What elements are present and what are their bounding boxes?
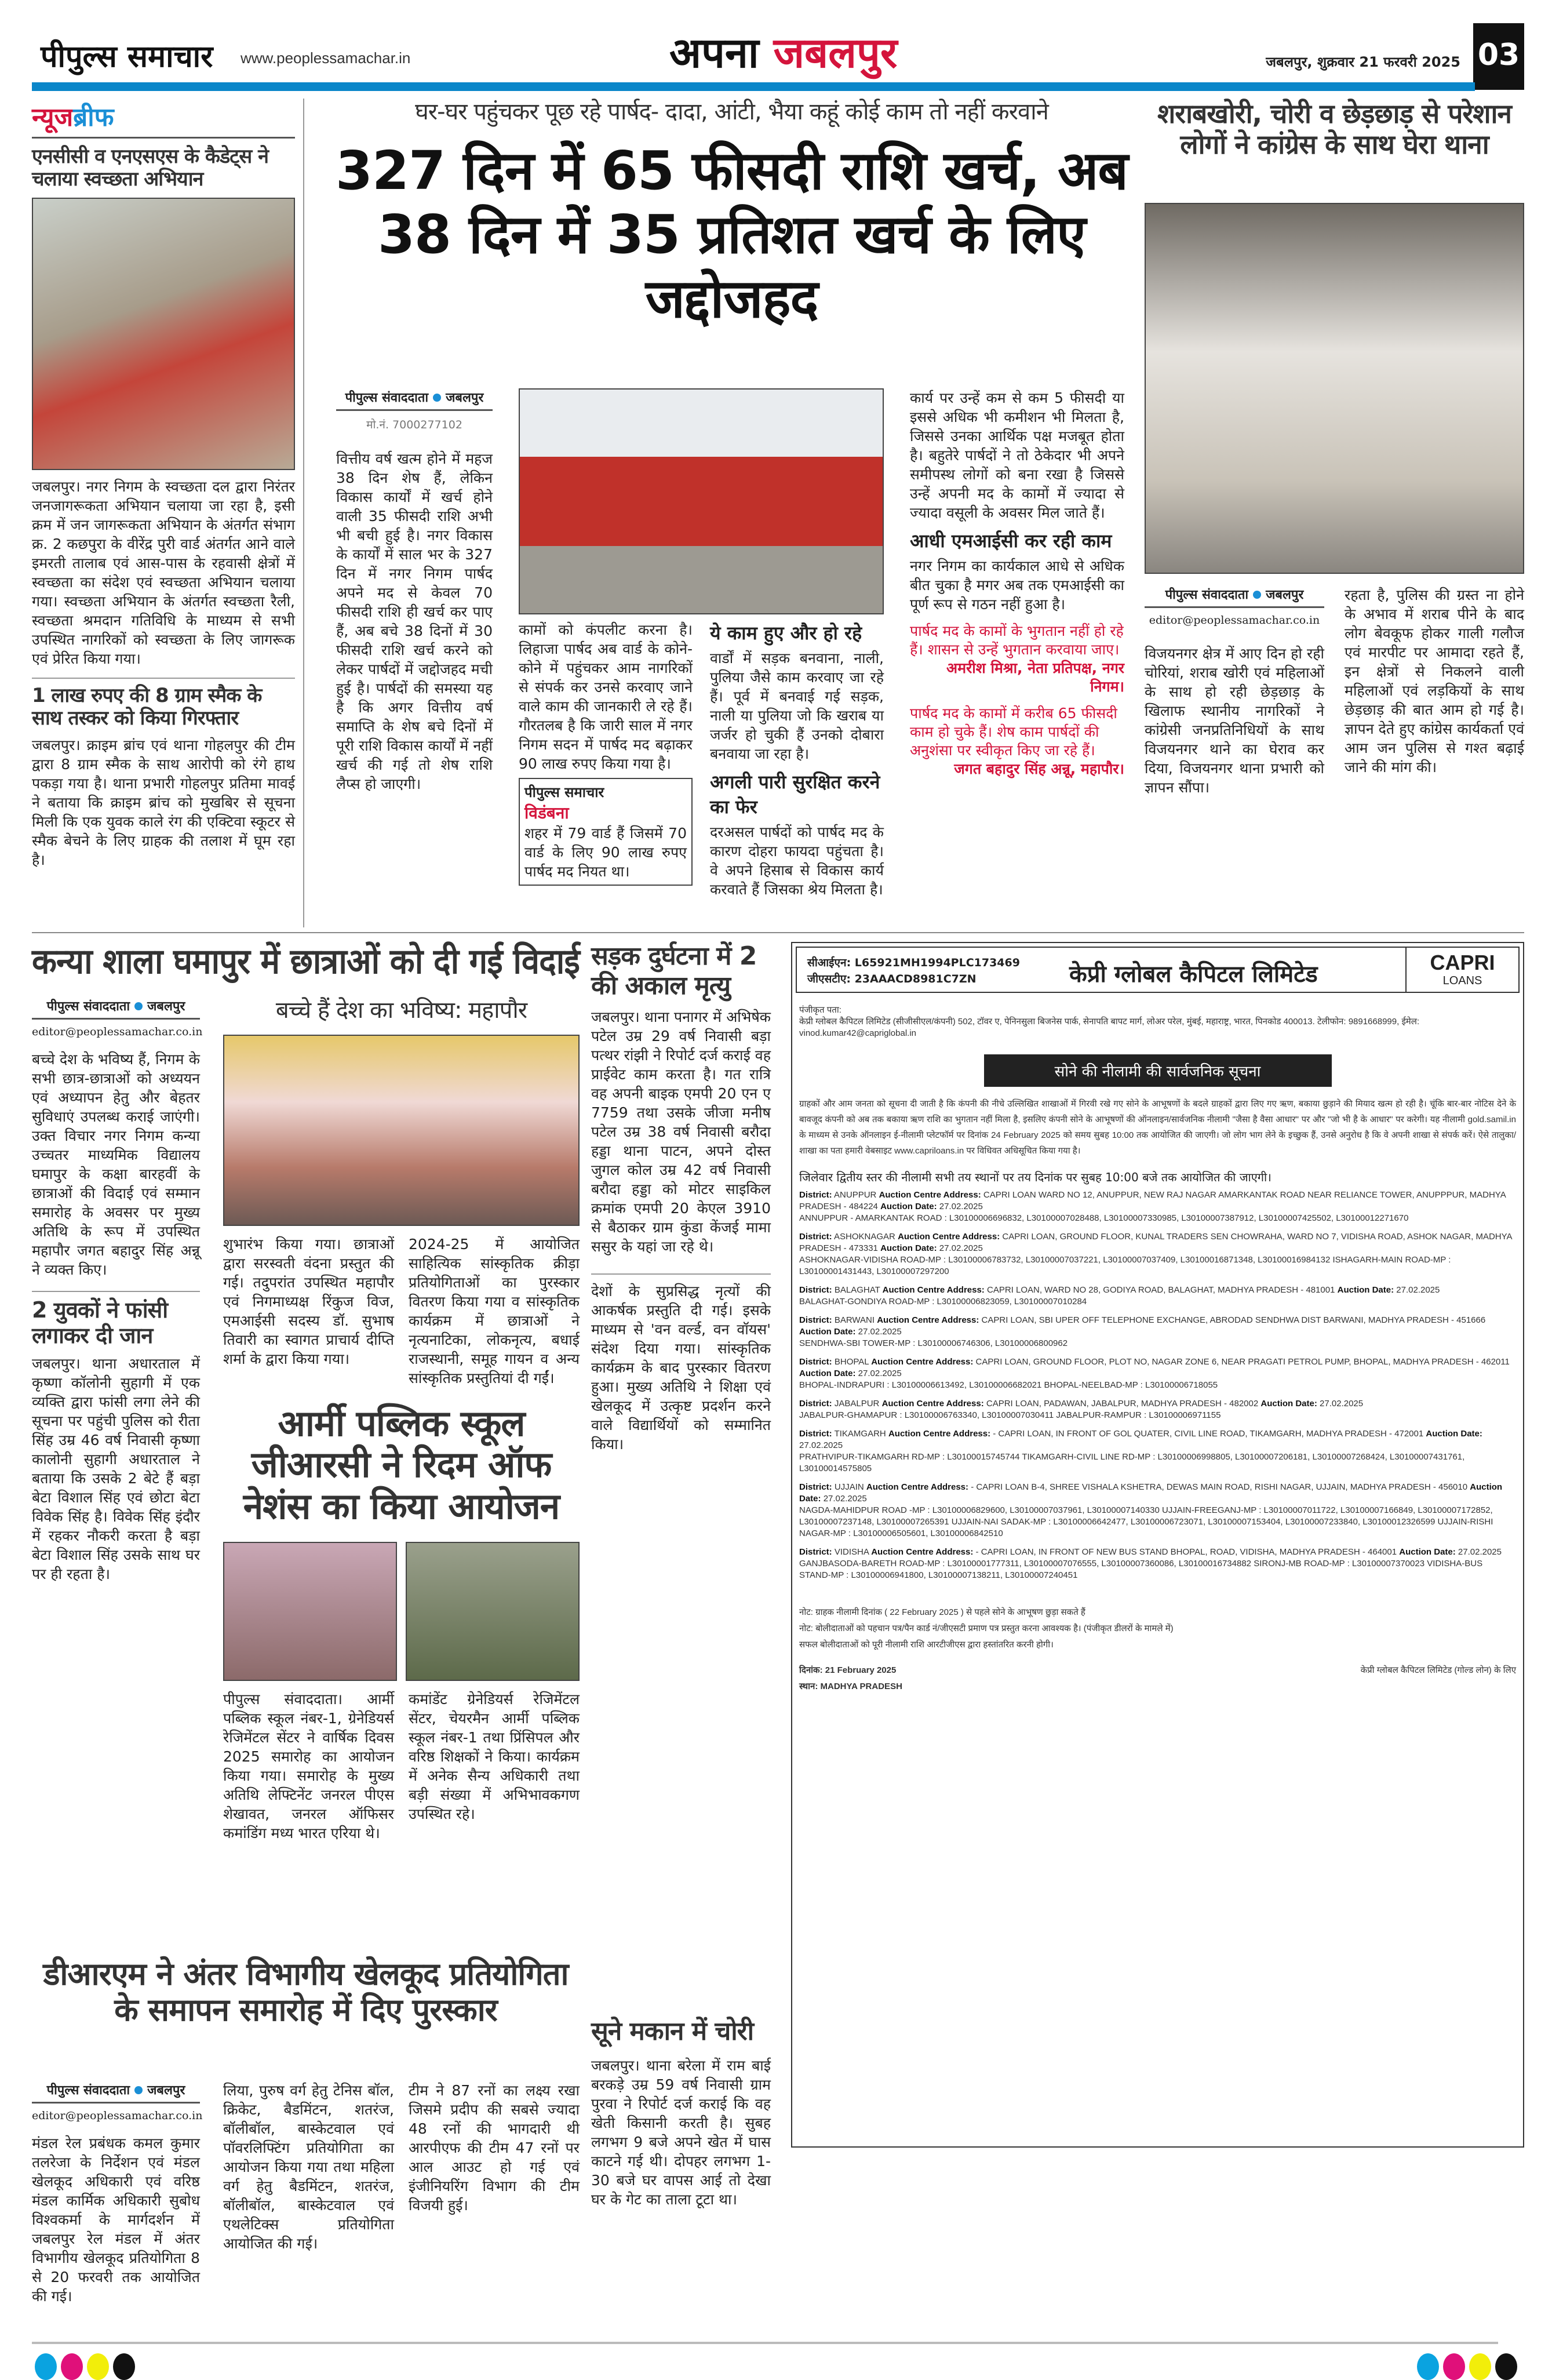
- registration-mark-yellow: [87, 2353, 109, 2380]
- kanya-col2: शुभारंभ किया गया। छात्राओं द्वारा सरस्वती वंदना प्रस्तुत की गई। तदुपरांत उपस्थित महापौर एवं निगमाध्यक्ष रिंकुज विज, एमआईसी सदस्य डॉ. सुभाष तिवारी का स्वागत प्राचार्य दीप्ति शर्मा के द्वारा किया गया।: [223, 1236, 394, 1367]
- ad-signature-row: [799, 1665, 1516, 1693]
- ad-date: दिनांक: 21 February 2025: [799, 1665, 897, 1675]
- quote-1-author: अमरीश मिश्रा, नेता प्रतिपक्ष, नगर निगम।: [946, 660, 1124, 695]
- news-brief-label: [32, 99, 295, 139]
- right-story: [1145, 99, 1524, 927]
- drm-col2: लिया, पुरुष वर्ग हेतु टेनिस बॉल, क्रिकेट, बैडमिंटन, शतरंज, बॉलीबॉल, बास्केटवाल एवं पॉवरलिफ्टिंग प्रतियोगिता का आयोजन किया गया तथा महिला वर्ग हेतु बैडमिंटन, शतरंज, बॉलीबॉल, बास्केटवाल एवं एथलेटिक्स प्रतियोगिता आयोजित की गई।: [223, 2082, 394, 2252]
- capri-logo-bottom: LOANS: [1442, 974, 1482, 987]
- brief-photo-1: [32, 198, 295, 470]
- brief-headline-1: एनसीसी व एनएसएस के कैडेट्स ने चलाया स्वच्छता अभियान: [32, 145, 268, 191]
- lead-photo-municipal-building: [519, 388, 884, 614]
- drm-col1: मंडल रेल प्रबंधक कमल कुमार तलरेजा के निर्देशन एवं मंडल खेलकूद अधिकारी एवं वरिष्ठ मंडल कार्मिक अधिकारी सुबोध विश्वकर्मा के मार्गदर्शन में जबलपुर रेल मंडल में अंतर विभागीय खेलकूद प्रतियोगिता 8 से 20 फरवरी तक आयोजित की गई।: [32, 2135, 200, 2305]
- lead-kicker-wrap: [330, 99, 1133, 125]
- drm-headline: डीआरएम ने अंतर विभागीय खेलकूद प्रतियोगिता के समापन समारोह में दिए पुरस्कार: [43, 1956, 569, 2029]
- kanya-photo: [223, 1035, 580, 1226]
- ad-district-list: [799, 1189, 1516, 1581]
- lead-col3b: दरअसल पार्षदों को पार्षद मद के कारण दोहरा फायदा पहुंचता है। वे अपने हिसाब से विकास कार्य करवाते हैं जिसका श्रेय मिलता है।: [710, 824, 884, 898]
- ad-footer: [799, 1604, 1516, 1693]
- drm-email[interactable]: editor@peoplessamachar.co.in: [32, 2109, 203, 2122]
- section-title-black: अपना: [669, 28, 759, 77]
- ad-note-1: नोट: ग्राहक नीलामी दिनांक ( 22 February 2025 ) से पहले सोने के आभूषण छुड़ा सकते हैं: [799, 1607, 1085, 1617]
- lead-col3: वार्डों में सड़क बनवाना, नाली, पुलिया जैसे काम करवाए जा रहे हैं। पूर्व में बनवाई गई सड़क, नाली या पुलिया जो कि खराब या जर्जर हो चुकी हैं उनको दोबारा बनवाया जा रहा है।: [710, 650, 884, 762]
- drm-byline: पीपुल्स संवाददाता जबलपुर: [32, 2081, 200, 2104]
- lead-mobile: मो.नं. 7000277102: [366, 418, 462, 431]
- ad-note-3: सफल बोलीदाताओं को पूरी नीलामी राशि आरटीजीएस द्वारा हस्तांतरित करनी होगी।: [799, 1640, 1054, 1650]
- ad-district-entry: District: BHOPAL Auction Centre Address: CAPRI LOAN, GROUND FLOOR, PLOT NO, NAGAR ZONE 6, NEAR PRAGATI PETROL PUMP, BHOPAL, MADHYA PRADESH - 462011 Auction Date: 27.02.2025 BHOPAL-INDRAPURI : L30100006613492, L30100006682021 BHOPAL-NEELBAD-MP : L30100006718055: [799, 1357, 1510, 1390]
- lead-subhead-2: अगली पारी सुरक्षित करने का फेर: [710, 771, 880, 818]
- ad-gst: जीएसटीए: 23AAACD8981C7ZN: [807, 973, 977, 985]
- ad-ids: [807, 955, 1020, 987]
- lead-byline-block: [336, 388, 493, 794]
- theft-body: जबलपुर। थाना बरेला में राम बाई बरकड़े उम्र 59 वर्ष निवासी ग्राम पुरवा ने रिपोर्ट दर्ज कराई कि वह खेती किसानी करती है। सुबह लगभग 9 बजे अपने खेत में घास काटने गई थी। दोपहर लगभग 1-30 बजे घर वापस आई तो देखा घर के गेट का ताला टूटा था।: [591, 2057, 771, 2208]
- theft-headline: सूने मकान में चोरी: [591, 2017, 754, 2046]
- kanya-col1: बच्चे देश के भविष्य हैं, निगम के सभी छात्र-छात्राओं को अध्ययन एवं अध्यापन हेतु और बेहतर सुविधाएं उपलब्ध कराई जाएंगी। उक्त विचार नगर निगम कन्या उच्चतर माध्यमिक विद्यालय घमापुर के कक्षा बारहवीं के छात्राओं की विदाई एवं सम्मान समारोह के अवसर पर मुख्य अतिथि के रूप में उपस्थित महापौर जगत बहादुर सिंह अन्नू ने व्यक्त किए।: [32, 1051, 200, 1278]
- ad-district-entry: District: JABALPUR Auction Centre Address: CAPRI LOAN, PADAWAN, JABALPUR, MADHYA PRADESH - 482002 Auction Date: 27.02.2025 JABALPUR-GHAMAPUR : L30100006763340, L30100007030411 JABALPUR-RAMPUR : L30100006971155: [799, 1399, 1364, 1420]
- website-link[interactable]: www.peoplessamachar.in: [241, 49, 411, 67]
- ad-district-entry: District: BARWANI Auction Centre Address: CAPRI LOAN, SBI UPER OFF TELEPHONE EXCHANGE, ABRODAD SENDHWA DIST BARWANI, MADHYA PRADESH - 451666 Auction Date: 27.02.2025 SENDHWA-SBI TOWER-MP : L30100006746306, L30100006800962: [799, 1315, 1486, 1348]
- right-email[interactable]: editor@peoplessamachar.co.in: [1149, 614, 1320, 627]
- lead-col4b: नगर निगम का कार्यकाल आधे से अधिक बीत चुका है मगर अब तक एमआईसी का पूर्ण रूप से गठन नहीं हुआ है।: [910, 558, 1124, 613]
- ad-district-entry: District: UJJAIN Auction Centre Address: - CAPRI LOAN B-4, SHREE VISHALA KSHETRA, DEWAS MAIN ROAD, RISHI NAGAR, UJJAIN, MADHYA PRADESH - 456010 Auction Date: 27.02.2025 NAGDA-MAHIDPUR ROAD -MP : L30100006829600, L30100007037961, L30100007140330 UJJAIN-FREEGANJ-MP : L30100007011722, L30100007166849, L30100007172852, L30100007237148, L30100007265391 UJJAIN-NAI SADAK-MP : L30100006642477, L30100006723071, L30100007153404, L30100007233840, L30100012326599 UJJAIN-RISHI NAGAR-MP : L30100006505601, L30100006842510: [799, 1482, 1503, 1538]
- registration-mark-cyan-right: [1417, 2353, 1439, 2380]
- ad-place: स्थान: MADHYA PRADESH: [799, 1682, 902, 1691]
- section-title-red: जबलपुर: [773, 28, 898, 77]
- ad-reg-address: केप्री ग्लोबल कैपिटल लिमिटेड (सीजीसीएल/कंपनी) 502, टॉवर ए, पेनिनसुला बिजनेस पार्क, सेनापति बापट मार्ग, लोअर परेल, मुंबई, महाराष्ट्र, भारत, पिनकोड 400013. टेलीफोन: 9891668999, ईमेल: vinod.kumar42@capriglobal.in: [799, 1017, 1420, 1038]
- vidambana-box: [519, 778, 693, 886]
- section-title: [669, 23, 897, 80]
- right-headline: शराबखोरी, चोरी व छेड़छाड़ से परेशान लोगों ने कांग्रेस के साथ घेरा थाना: [1157, 98, 1511, 160]
- registration-mark-magenta: [61, 2353, 83, 2380]
- bottom-rule: [32, 2342, 1498, 2344]
- ad-intro: ग्राहकों और आम जनता को सूचना दी जाती है कि कंपनी की नीचे उल्लिखित शाखाओं में गिरवी रखे गए सोने के आभूषणों के बदले ग्राहकों द्वारा लिए गए ऋण, बकाया छुड़ाने की मियाद खत्म हो रही है। चूंकि बार-बार नोटिस देने के बावजूद कंपनी को अब तक बकाया ऋण राशि का भुगतान नहीं मिला है, इसलिए कंपनी सोने के आभूषणों की ऑनलाइन/सार्वजनिक नीलामी "जैसा है वैसा आधार" पर और "जो भी है के आधार" पर करेगी। यह नीलामी gold.samil.in के माध्यम से उनके ऑनलाइन ई-नीलामी प्लेटफॉर्म पर दिनांक 24 February 2025 को समय सुबह 10:00 तक आयोजित की जाएगी। जो लोग भाग लेने के इच्छुक हैं, उनसे अनुरोध है कि वे अपनी शाखा से संपर्क करें। ऐसे तालुका/शाखा का पता हमारी वेबसाइट www.capriloans.in पर विधिवत अधिसूचित किया गया है।: [799, 1099, 1516, 1156]
- brief-body-1: जबलपुर। नगर निगम के स्वच्छता दल द्वारा निरंतर जनजागरूकता अभियान चलाया जा रहा है, इसी क्रम में जन जागरूकता अभियान के अंतर्गत संभाग क्र. 2 कछपुरा के वीरेंद्र पुरी वार्ड अंतर्गत आने वाले इमरती तालाब एवं आस-पास के रहवासी क्षेत्रों में स्वच्छता का संदेश एवं स्वच्छता अभियान चलाया गया। स्वच्छता अभियान के अंतर्गत स्वच्छता रैली, स्वच्छता श्रमदान गतिविधि के माध्यम से सभी उपस्थित नागरिकों को स्वच्छता के लिए जागरूक एवं प्रेरित किया गया।: [32, 478, 295, 668]
- kanya-email[interactable]: editor@peoplessamachar.co.in: [32, 1025, 203, 1038]
- kanya-headline: कन्या शाला घमापुर में छात्राओं को दी गई विदाई: [32, 941, 580, 982]
- brief-body-2: जबलपुर। क्राइम ब्रांच एवं थाना गोहलपुर की टीम द्वारा 8 ग्राम स्मैक के साथ आरोपी को रंगे हाथ पकड़ा गया है। थाना प्रभारी गोहलपुर प्रतिमा मावई ने बताया कि क्राइम ब्रांच को मुखबिर से सूचना मिली कि एक युवक काले रंग की एक्टिवा स्कूटर से स्मैक बेचने के लिए ग्राहक की तलाश में घूम रहा है।: [32, 737, 295, 869]
- news-brief-column: [32, 99, 304, 927]
- army-col2: कमांडेंट ग्रेनेडियर्स रेजिमेंटल सेंटर, चेयरमैन आर्मी पब्लिक स्कूल नंबर-1 तथा प्रिंसिपल और वरिष्ठ शिक्षकों ने किया। कार्यक्रम में अनेक सैन्य अधिकारी तथा बड़ी संख्या में अभिभावकगण उपस्थित रहे।: [409, 1691, 580, 1822]
- drm-col3: टीम ने 87 रनों का लक्ष्य रखा जिसमे प्रदीप की सबसे ज्यादा 48 रनों की भागदारी थी आरपीएफ की टीम 47 रनों पर आल आउट हो गई एवं इंजीनियरिंग विभाग की टीम विजयी हुई।: [409, 2082, 580, 2214]
- lead-subhead-1: ये काम हुए और हो रहे: [710, 622, 862, 644]
- newspaper-logo: पीपुल्स समाचार: [41, 39, 213, 74]
- ad-header: [796, 947, 1520, 993]
- lead-kicker: घर-घर पहुंचकर पूछ रहे पार्षद- दादा, आंटी, भैया कहूं कोई काम तो नहीं करवाने: [415, 99, 1048, 125]
- accident-headline: सड़क दुर्घटना में 2 की अकाल मृत्यु: [591, 941, 757, 1000]
- ad-district-entry: District: BALAGHAT Auction Centre Address: CAPRI LOAN, WARD NO 28, GODIYA ROAD, BALAGHAT, MADHYA PRADESH - 481001 Auction Date: 27.02.2025 BALAGHAT-GONDIYA ROAD-MP : L30100006823059, L30100007010284: [799, 1285, 1440, 1307]
- news-label-red: न्यूज: [32, 103, 74, 132]
- ad-company-name: केप्री ग्लोबल कैपिटल लिमिटेड: [1069, 961, 1318, 988]
- ad-second-round: जिलेवार द्वितीय स्तर की नीलामी सभी तय स्थानों पर तय दिनांक पर सुबह 10:00 बजे तक आयोजित की जाएगी।: [799, 1170, 1272, 1184]
- kanya-story: [32, 942, 580, 982]
- kanya-col3: 2024-25 में आयोजित साहित्यिक सांस्कृतिक क्रीड़ा प्रतियोगिताओं का पुरस्कार वितरण किया गया व सांस्कृतिक कार्यक्रम में छात्राओं ने नृत्यनाटिका, लोकनृत्य, बधाई राजस्थानी, समूह गायन व अन्य सांस्कृतिक प्रस्तुतियां दी गईं।: [409, 1236, 580, 1386]
- brief-headline-2: 1 लाख रुपए की 8 ग्राम स्मैक के साथ तस्कर को किया गिरफ्तार: [32, 678, 295, 730]
- quote-1-text: पार्षद मद के कामों के भुगतान नहीं हो रहे हैं। शासन से उन्हें भुगतान करवाया जाए।: [910, 623, 1124, 658]
- registration-mark-cyan: [35, 2353, 57, 2380]
- registration-mark-black: [113, 2353, 135, 2380]
- kanya-subheadline: बच्चे हैं देश का भविष्य: महापौर: [275, 997, 527, 1024]
- section-divider: [32, 932, 1524, 933]
- ad-note-2: नोट: बोलीदाताओं को पहचान पत्र/पैन कार्ड नं/जीएसटी प्रमाण पत्र प्रस्तुत करना आवश्यक है। (पंजीकृत डीलरों के मामले में): [799, 1624, 1174, 1633]
- drm-col1-block: [32, 2081, 203, 2306]
- lead-col4-block: [910, 388, 1124, 778]
- lead-col3-block: [710, 620, 884, 899]
- vidambana-title: विडंबना: [524, 803, 569, 823]
- right-byline: पीपुल्स संवाददाता जबलपुर: [1145, 585, 1324, 608]
- right-photo-protest: [1145, 203, 1524, 574]
- page-number: 03: [1473, 23, 1524, 90]
- dateline: जबलपुर, शुक्रवार 21 फरवरी 2025: [1266, 54, 1460, 70]
- army-col3: देशों के सुप्रसिद्ध नृत्यों की आकर्षक प्रस्तुति दी गई। इसके माध्यम से 'वन वर्ल्ड, वन वॉयस' संदेश दिया गया। सांस्कृतिक कार्यक्रम के बाद पुरस्कार वितरण हुआ। मुख्य अतिथि ने शिक्षा एवं खेलकूद में उत्कृष्ट प्रदर्शन करने वाले विद्यार्थियों को सम्मानित किया।: [591, 1273, 771, 1454]
- ad-cin: सीआईएन: L65921MH1994PLC173469: [807, 956, 1020, 969]
- right-col2: रहता है, पुलिस की ग्रस्त ना होने के अभाव में शराब पीने के बाद लोग बेवकूफ होकर गाली गलौज एवं मारपीट पर आमादा रहते हैं, इन क्षेत्रों से निकलने वाली महिलाओं एवं लड़कियों के साथ छेड़छाड़ की बात आम हो गई है। ज्ञापन देते हुए कांग्रेस कार्यकर्ता एवं आम जन पुलिस से गश्त बढ़ाई जाने की मांग की।: [1345, 587, 1524, 776]
- accident-story: [591, 942, 771, 1454]
- quote-box-2: [910, 704, 1124, 778]
- lead-col2: कामों को कंपलीट करना है। लिहाजा पार्षद अब वार्ड के कोने-कोने में पहुंचकर आम नागरिकों से संपर्क कर उनसे करवाए जाने वाले काम की जानकारी ले रहे हैं। गौरतलब है कि जारी साल में नगर निगम सदन में पार्षद मद बढ़ाकर 90 लाख रुपए किया गया है।: [519, 621, 693, 772]
- capri-logo: [1405, 948, 1518, 992]
- army-col1: पीपुल्स संवाददाता। आर्मी पब्लिक स्कूल नंबर-1, ग्रेनेडियर्स रेजिमेंटल सेंटर ने वार्षिक दिवस 2025 समारोह का आयोजन किया गया। समारोह के मुख्य अतिथि लेफ्टिनेंट जनरल पीएस शेखावत, जनरल ऑफिसर कमांडिंग मध्य भारत एरिया थे।: [223, 1691, 394, 1842]
- kanya-left-column: [32, 997, 203, 1584]
- lead-col1: वित्तीय वर्ष खत्म होने में महज 38 दिन शेष हैं, लेकिन विकास कार्यों में खर्च होने वाली 35 फीसदी राशि अभी भी बची हुई है। नगर विकास के कार्यों में साल भर के 327 दिन में नगर निगम पार्षद अपने मद से केवल 70 फीसदी राशि ही खर्च कर पाए हैं, अब बचे 38 दिनों में 30 फीसदी राशि खर्च करने को लेकर पार्षदों में जद्दोजहद मची हुई है। पार्षदों की समस्या यह है कि अगर वित्तीय वर्ष समाप्ति के शेष बचे दिनों में पूरी राशि विकास कार्यों में नहीं खर्च की गई तो शेष राशि लैप्स हो जाएगी।: [336, 450, 493, 792]
- suicide-body: जबलपुर। थाना अधारताल में कृष्णा कॉलोनी सुहागी में एक व्यक्ति द्वारा फांसी लगा लेने की सूचना पर पहुंची पुलिस को रीता सिंह उम्र 46 वर्ष निवासी कृष्णा कालोनी सुहागी अधारताल ने बताया कि उसके 2 बेटे हैं बड़ा बेटा विशाल सिंह एवं छोटा बेटा विवेक सिंह है। विवेक सिंह इंदौर में रहकर नौकरी करता है बड़ा बेटा विशाल सिंह उसके साथ घर पर ही रहता है।: [32, 1355, 200, 1583]
- right-col1-block: [1145, 585, 1324, 797]
- ad-district-entry: District: TIKAMGARH Auction Centre Address: - CAPRI LOAN, IN FRONT OF GOL QUATER, CIVIL LINE ROAD, TIKAMGARH, MADHYA PRADESH - 472001 Auction Date: 27.02.2025 PRATHVIPUR-TIKAMGARH RD-MP : L30100015745744 TIKAMGARH-CIVIL LINE RD-MP : L30100006998805, L30100007206181, L30100007268424, L30100007431761, L30100014575805: [799, 1429, 1482, 1473]
- capri-auction-ad: [791, 942, 1524, 2148]
- lead-headline: 327 दिन में 65 फीसदी राशि खर्च, अब 38 दिन में 35 प्रतिशत खर्च के लिए जद्दोजहद: [336, 140, 1128, 330]
- lead-col2-block: [519, 620, 693, 886]
- news-label-blue: ब्रीफ: [73, 103, 114, 132]
- lead-story: [330, 99, 1133, 927]
- ad-notice-title: सोने की नीलामी की सार्वजनिक सूचना: [984, 1054, 1332, 1087]
- lead-byline: पीपुल्स संवाददाता जबलपुर: [336, 388, 493, 411]
- registration-mark-yellow-right: [1469, 2353, 1491, 2380]
- kanya-byline: पीपुल्स संवाददाता जबलपुर: [32, 997, 200, 1020]
- quote-box-1: [910, 622, 1124, 696]
- ad-signoff: केप्री ग्लोबल कैपिटल लिमिटेड (गोल्ड लोन) के लिए: [1360, 1665, 1516, 1675]
- kanya-subheadline-wrap: [223, 997, 580, 1024]
- quote-2-text: पार्षद मद के कामों में करीब 65 फीसदी काम हो चुके हैं। शेष काम पार्षदों की अनुशंसा पर स्वीकृत किए जा रहे हैं।: [910, 705, 1117, 759]
- registration-mark-magenta-right: [1443, 2353, 1465, 2380]
- accident-body: जबलपुर। थाना पनागर में अभिषेक पटेल उम्र 29 वर्ष निवासी बड़ा पत्थर रांझी ने रिपोर्ट दर्ज कराई वह प्राईवेट काम करता है। गत रात्रि वह अपनी बाइक एमपी 20 एन ए 7759 तथा उसके जीजा मनीष पटेल उम्र 38 वर्ष निवासी बरौदा हड्डा थाना पाटन, अपने दोस्त जुगल कोल उम्र 42 वर्ष निवासी बरौदा हड्डा को मोटर साइकिल क्रमांक एमपी 20 केएल 3910 से बैठाकर ग्राम कुंडा केंजई मामा ससुर के यहां जा रहे थे।: [591, 1009, 771, 1255]
- army-photo-2: [406, 1542, 580, 1681]
- vidambana-label: पीपुल्स समाचार: [524, 784, 604, 800]
- right-col1: विजयनगर क्षेत्र में आए दिन हो रही चोरियां, शराब खोरी एवं महिलाओं के साथ हो रही छेड़छाड़ के खिलाफ स्थानीय नागरिकों ने कांग्रेसी जनप्रतिनिधियों के साथ विजयनगर थाने का घेराव कर दिया, विजयनगर थाना प्रभारी को ज्ञापन सौंपा।: [1145, 645, 1324, 796]
- vidambana-text: शहर में 79 वार्ड हैं जिसमें 70 वार्ड के लिए 90 लाख रुपए पार्षद मद नियत था।: [524, 825, 687, 880]
- ad-district-entry: District: VIDISHA Auction Centre Address: - CAPRI LOAN, IN FRONT OF NEW BUS STAND BHOPAL, ROAD, VIDISHA, MADHYA PRADESH - 464001 Auction Date: 27.02.2025 GANJBASODA-BARETH ROAD-MP : L30100001777311, L30100007076555, L30100007360086, L30100016734882 SIRONJ-MB ROAD-MP : L30100007370023 VIDISHA-BUS STAND-MP : L30100006941800, L30100007138211, L30100007240451: [799, 1547, 1502, 1580]
- lead-col4: कार्य पर उन्हें कम से कम 5 फीसदी या इससे अधिक भी कमीशन भी मिलता है, जिससे उनका आर्थिक पक्ष मजबूत होता है। बहुतेरे पार्षदों ने तो ठेकेदार भी अपने समीपस्थ लोगों को बना रखा है जिससे उन्हें अपनी मद के कामों में ज्यादा से ज्यादा वसूली के अवसर मिल जाते हैं।: [910, 390, 1124, 521]
- theft-story: [591, 2017, 771, 2209]
- ad-district-entry: District: ANUPPUR Auction Centre Address: CAPRI LOAN WARD NO 12, ANUPPUR, NEW RAJ NAGAR AMARKANTAK ROAD NEAR RELIANCE TOWER, ANUPPPUR, MADHYA PRADESH - 484224 Auction Date: 27.02.2025 ANNUPPUR - AMARKANTAK ROAD : L30100006696832, L30100007028488, L30100007330985, L30100007387912, L30100007425502, L30100012271670: [799, 1190, 1506, 1223]
- army-headline: आर्मी पब्लिक स्कूल जीआरसी ने रिदम ऑफ नेशंस का किया आयोजन: [243, 1402, 560, 1527]
- masthead-rule: [32, 82, 1475, 91]
- registration-mark-black-right: [1495, 2353, 1517, 2380]
- quote-2-author: जगत बहादुर सिंह अन्नू, महापौर।: [954, 760, 1124, 777]
- lead-subhead-3: आधी एमआईसी कर रही काम: [910, 530, 1112, 552]
- army-photo-1: [223, 1542, 397, 1681]
- capri-logo-top: CAPRI: [1430, 951, 1495, 974]
- ad-district-entry: District: ASHOKNAGAR Auction Centre Address: CAPRI LOAN, GROUND FLOOR, KUNAL TRADERS SEN CHOWRAHA, WARD NO 7, VIDISHA ROAD, ASHOK NAGAR, MADHYA PRADESH - 473331 Auction Date: 27.02.2025 ASHOKNAGAR-VIDISHA ROAD-MP : L30100006783732, L30100007037221, L30100007037409, L30100016871348, L30100016984132 ISHAGARH-MAIN ROAD-MP : L30100001431443, L30100007297200: [799, 1232, 1512, 1276]
- ad-reg-label: पंजीकृत पता:: [799, 1005, 841, 1015]
- suicide-headline: 2 युवकों ने फांसी लगाकर दी जान: [32, 1291, 200, 1348]
